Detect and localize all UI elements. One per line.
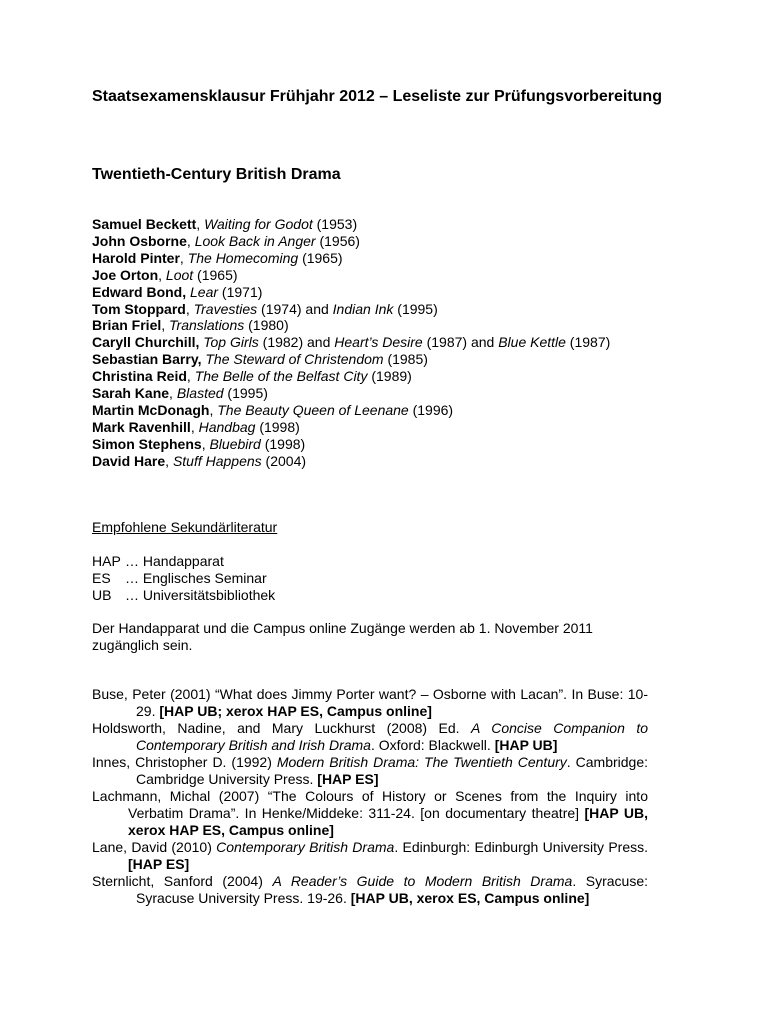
play-entry	[92, 419, 712, 436]
bibliography-location: [HAP UB, xerox HAP ES, Campus online]	[128, 805, 649, 838]
bibliography-location: [HAP UB, xerox ES, Campus online]	[350, 890, 590, 906]
play-title: Handbag	[198, 418, 256, 435]
bibliography-publisher: . Syracuse: Syracuse University Press. 19-26.	[136, 873, 649, 906]
play-title: Look Back in Anger	[194, 232, 316, 249]
play-title: Translations	[169, 317, 245, 334]
play-title: Lear	[190, 283, 219, 300]
bibliography-text: Lachmann, Michal (2007) “The Colours of History or Scenes from the Inquiry into Verbatim Drama”. In Henke/Middeke: 311-24. [on documentary theatre]	[92, 788, 648, 821]
play-list	[92, 216, 712, 470]
play-entry	[92, 233, 712, 250]
abbreviation-entry	[92, 570, 275, 587]
bibliography-location: [HAP UB; xerox HAP ES, Campus online]	[159, 703, 432, 719]
play-author: Caryll Churchill,	[92, 334, 200, 351]
play-separator: ,	[186, 368, 195, 385]
bibliography-entry	[92, 788, 648, 839]
play-entry	[92, 267, 712, 284]
play-separator: ,	[179, 249, 188, 266]
bibliography-publisher: . Cambridge: Cambridge University Press.	[136, 754, 649, 787]
bibliography-text: Buse, Peter (2001) “What does Jimmy Porter want? – Osborne with Lacan”. In Buse: 10-29.	[92, 686, 648, 719]
play-entry	[92, 402, 712, 419]
play-year: (1995)	[393, 300, 438, 317]
play-author: Simon Stephens	[92, 435, 202, 452]
play-title: Loot	[165, 266, 194, 283]
play-title: Heart’s Desire	[334, 334, 423, 351]
play-author: Sebastian Barry,	[92, 351, 202, 368]
abbreviation-meaning: … Handapparat	[125, 553, 224, 569]
play-author: Joe Orton	[92, 266, 159, 283]
abbreviation-entry	[92, 587, 275, 604]
play-entry	[92, 216, 712, 233]
play-author: Brian Friel	[92, 317, 162, 334]
bibliography-publisher: . Oxford: Blackwell.	[370, 737, 495, 753]
bibliography-entry	[92, 720, 648, 754]
abbreviation-code: ES	[92, 570, 111, 586]
play-year: (1987) and	[422, 334, 499, 351]
play-entry	[92, 301, 712, 318]
abbreviation-list	[92, 553, 275, 604]
play-author: Mark Ravenhill	[92, 418, 191, 435]
bibliography-entry	[92, 839, 648, 873]
play-year: (1998)	[260, 435, 306, 452]
play-separator: ,	[169, 385, 177, 402]
play-year: (1953)	[312, 216, 358, 232]
bibliography-entry	[92, 873, 648, 907]
bibliography-location: [HAP ES]	[128, 856, 190, 872]
bibliography-title: A Reader’s Guide to Modern British Drama	[272, 873, 573, 889]
play-entry	[92, 436, 712, 453]
play-separator: ,	[186, 232, 195, 249]
play-title: Blasted	[176, 385, 224, 402]
play-author: Sarah Kane	[92, 385, 170, 402]
play-year: (1982) and	[258, 334, 335, 351]
play-separator: ,	[158, 266, 166, 283]
bibliography-location: [HAP ES]	[317, 771, 379, 787]
play-title: The Beauty Queen of Leenane	[217, 401, 409, 418]
play-entry	[92, 250, 712, 267]
bibliography-entry	[92, 754, 648, 788]
bibliography-title: Contemporary British Drama	[216, 839, 395, 855]
play-entry	[92, 334, 712, 351]
bibliography-text: Innes, Christopher D. (1992)	[92, 754, 277, 770]
abbreviation-entry	[92, 553, 275, 570]
play-entry	[92, 385, 712, 402]
play-year: (1965)	[193, 266, 238, 283]
play-author: Samuel Beckett	[92, 216, 197, 232]
play-title: The Steward of Christendom	[205, 351, 384, 368]
play-title: Travesties	[193, 300, 258, 317]
abbreviation-meaning: … Englisches Seminar	[125, 570, 267, 586]
play-title: Blue Kettle	[498, 334, 566, 351]
abbreviation-code: UB	[92, 587, 112, 603]
play-separator: ,	[185, 300, 194, 317]
play-title: Indian Ink	[332, 300, 394, 317]
section-title: Twentieth-Century British Drama	[92, 166, 341, 183]
play-year: (1998)	[255, 418, 300, 435]
play-year: (1996)	[408, 401, 454, 418]
play-year: (1971)	[218, 283, 263, 300]
play-author: John Osborne	[92, 232, 187, 249]
access-note: Der Handapparat und die Campus online Zugänge werden ab 1. November 2011 zugänglich sein.	[92, 620, 593, 653]
play-separator: ,	[161, 317, 170, 334]
play-year: (1974) and	[257, 300, 333, 317]
play-author: Christina Reid	[92, 368, 187, 385]
play-title: Bluebird	[209, 435, 261, 452]
play-separator: ,	[201, 435, 210, 452]
play-author: Harold Pinter	[92, 249, 180, 266]
bibliography-title: A Concise Companion to Contemporary British and Irish Drama	[136, 720, 649, 753]
play-author: Edward Bond,	[92, 283, 187, 300]
bibliography-location: [HAP UB]	[494, 737, 558, 753]
play-title: Waiting for Godot	[204, 216, 313, 232]
play-separator: ,	[190, 418, 199, 435]
play-year: (1965)	[298, 249, 343, 266]
play-title: The Homecoming	[187, 249, 299, 266]
play-year: (1987)	[565, 334, 611, 351]
play-title: The Belle of the Belfast City	[194, 368, 368, 385]
play-entry	[92, 368, 712, 385]
play-year: (1980)	[244, 317, 289, 334]
play-year: (2004)	[261, 452, 307, 469]
bibliography-text: Sternlicht, Sanford (2004)	[92, 873, 273, 889]
play-author: Tom Stoppard	[92, 300, 186, 317]
play-separator: ,	[209, 401, 218, 418]
bibliography-text: Lane, David (2010)	[92, 839, 217, 855]
bibliography-text: Holdsworth, Nadine, and Mary Luckhurst (2008) Ed.	[92, 720, 471, 736]
play-title: Top Girls	[203, 334, 259, 351]
play-entry	[92, 453, 712, 470]
secondary-literature-heading: Empfohlene Sekundärliteratur	[92, 519, 278, 535]
play-separator: ,	[165, 452, 173, 469]
play-separator: ,	[196, 216, 205, 232]
bibliography-title: Modern British Drama: The Twentieth Century	[276, 754, 567, 770]
bibliography-publisher: . Edinburgh: Edinburgh University Press.	[394, 839, 648, 855]
play-year: (1985)	[383, 351, 428, 368]
play-entry	[92, 351, 712, 368]
play-author: David Hare	[92, 452, 166, 469]
play-author: Martin McDonagh	[92, 401, 210, 418]
play-title: Stuff Happens	[172, 452, 262, 469]
play-entry	[92, 317, 712, 334]
abbreviation-code: HAP	[92, 553, 121, 569]
play-entry	[92, 284, 712, 301]
play-year: (1989)	[367, 368, 412, 385]
page-title: Staatsexamensklausur Frühjahr 2012 – Leseliste zur Prüfungsvorbereitung	[92, 88, 662, 105]
abbreviation-meaning: … Universitätsbibliothek	[125, 587, 276, 603]
play-year: (1956)	[315, 232, 360, 249]
play-year: (1995)	[223, 385, 268, 402]
bibliography-list	[92, 686, 648, 907]
bibliography-entry	[92, 686, 648, 720]
